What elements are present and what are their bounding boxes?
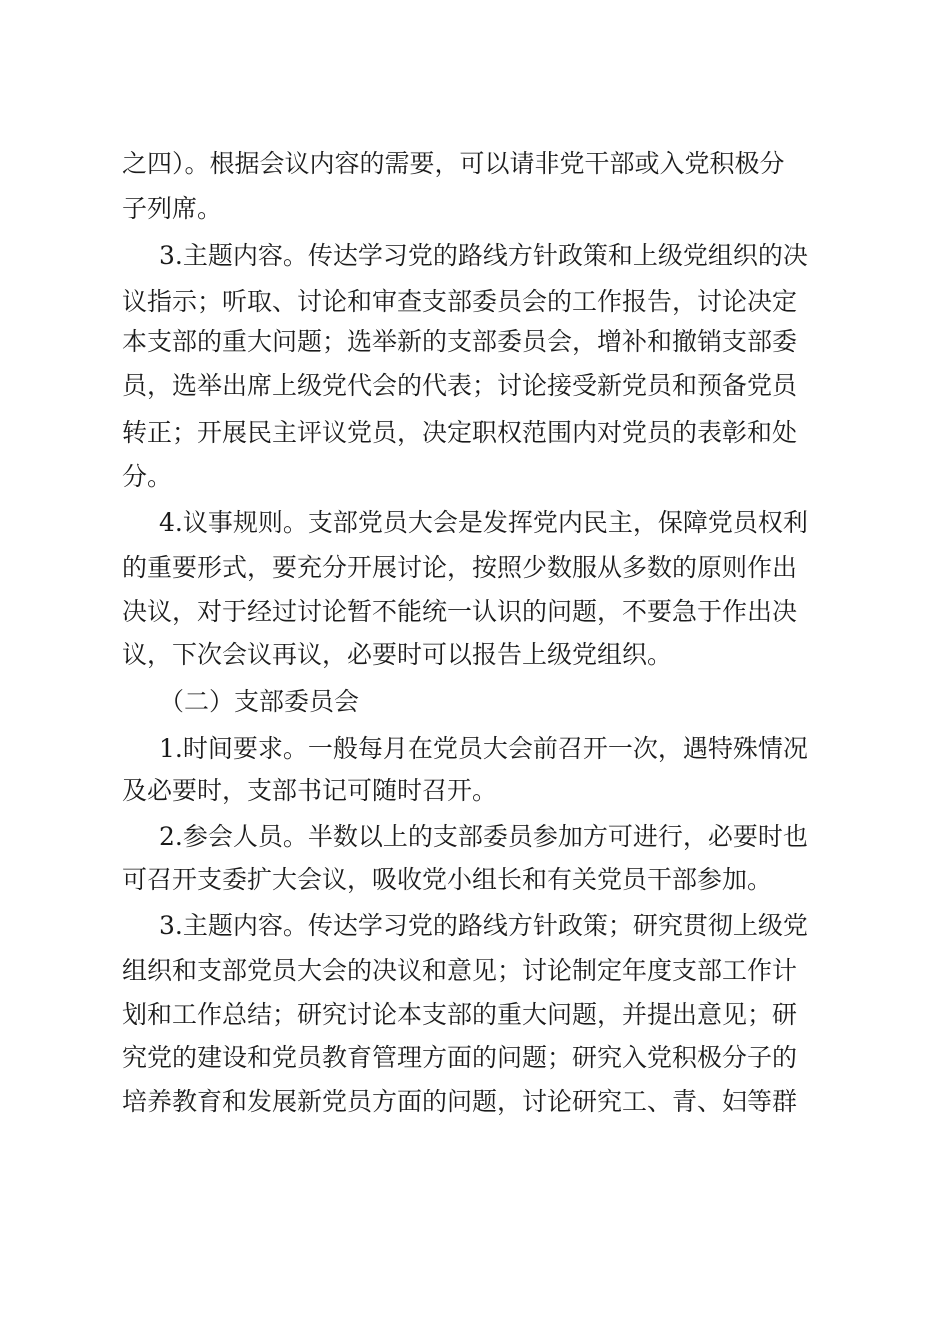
text-line: 决议，对于经过讨论暂不能统一认识的问题，不要急于作出决 [122,597,798,626]
text-line: 培养教育和发展新党员方面的问题，讨论研究工、青、妇等群 [122,1087,798,1116]
text-line: 转正；开展民主评议党员，决定职权范围内对党员的表彰和处 [122,418,798,447]
text-line: 1.时间要求。一般每月在党员大会前召开一次，遇特殊情况 [159,734,808,763]
text-line: 议指示；听取、讨论和审查支部委员会的工作报告，讨论决定 [122,287,798,316]
text-line: 4.议事规则。支部党员大会是发挥党内民主，保障党员权利 [159,508,808,537]
text-line: 2.参会人员。半数以上的支部委员参加方可进行，必要时也 [159,822,808,851]
text-line: 可召开支委扩大会议，吸收党小组长和有关党员干部参加。 [122,865,773,894]
text-line: 分。 [122,462,173,491]
text-line: 划和工作总结；研究讨论本支部的重大问题，并提出意见；研 [122,1000,798,1029]
text-line: 3.主题内容。传达学习党的路线方针政策和上级党组织的决 [159,241,808,270]
text-line: 及必要时，支部书记可随时召开。 [122,776,498,805]
text-line: 3.主题内容。传达学习党的路线方针政策；研究贯彻上级党 [159,911,808,940]
text-line: 员，选举出席上级党代会的代表；讨论接受新党员和预备党员 [122,371,798,400]
text-line: 的重要形式，要充分开展讨论，按照少数服从多数的原则作出 [122,553,798,582]
text-line: 议，下次会议再议，必要时可以报告上级党组织。 [122,640,673,669]
section-heading: （二）支部委员会 [159,687,360,716]
text-line: 本支部的重大问题；选举新的支部委员会，增补和撤销支部委 [122,327,798,356]
text-line: 之四）。根据会议内容的需要，可以请非党干部或入党积极分 [122,149,785,178]
text-line: 组织和支部党员大会的决议和意见；讨论制定年度支部工作计 [122,956,798,985]
text-line: 子列席。 [122,194,223,223]
text-line: 究党的建设和党员教育管理方面的问题；研究入党积极分子的 [122,1043,798,1072]
